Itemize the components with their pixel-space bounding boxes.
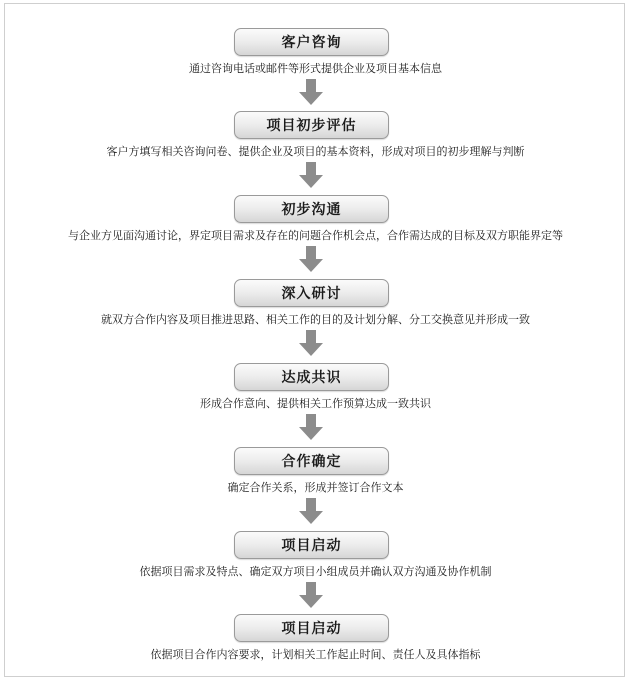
step-description: 就双方合作内容及项目推进思路、相关工作的目的及计划分解、分工交换意见并形成一致 [101, 313, 530, 326]
step-1 [0, 28, 631, 111]
step-title-box: 初步沟通 [234, 195, 389, 223]
step-description: 依据项目合作内容要求，计划相关工作起止时间、责任人及具体指标 [150, 648, 481, 661]
down-arrow-icon [299, 246, 323, 272]
step-title-box: 达成共识 [234, 363, 389, 391]
step-5 [0, 363, 631, 446]
down-arrow-icon [299, 79, 323, 105]
step-description: 形成合作意向、提供相关工作预算达成一致共识 [200, 397, 431, 410]
step-title-box: 深入研讨 [234, 279, 389, 307]
step-title-box: 合作确定 [234, 447, 389, 475]
step-title-box: 客户咨询 [234, 28, 389, 56]
step-title-box: 项目启动 [234, 531, 389, 559]
step-3 [0, 195, 631, 278]
step-7 [0, 531, 631, 614]
down-arrow-icon [299, 498, 323, 524]
step-title-box: 项目启动 [234, 614, 389, 642]
step-description: 与企业方见面沟通讨论，界定项目需求及存在的问题合作机会点，合作需达成的目标及双方职能界定等 [68, 229, 563, 242]
step-description: 客户方填写相关咨询问卷、提供企业及项目的基本资料，形成对项目的初步理解与判断 [106, 145, 525, 158]
down-arrow-icon [299, 162, 323, 188]
step-4 [0, 279, 631, 362]
down-arrow-icon [299, 330, 323, 356]
step-description: 依据项目需求及特点、确定双方项目小组成员并确认双方沟通及协作机制 [139, 565, 492, 578]
step-6 [0, 447, 631, 530]
down-arrow-icon [299, 582, 323, 608]
step-title-box: 项目初步评估 [234, 111, 389, 139]
step-description: 确定合作关系，形成并签订合作文本 [227, 481, 404, 494]
step-description: 通过咨询电话或邮件等形式提供企业及项目基本信息 [189, 62, 442, 75]
step-2 [0, 111, 631, 194]
down-arrow-icon [299, 414, 323, 440]
step-8 [0, 614, 631, 674]
